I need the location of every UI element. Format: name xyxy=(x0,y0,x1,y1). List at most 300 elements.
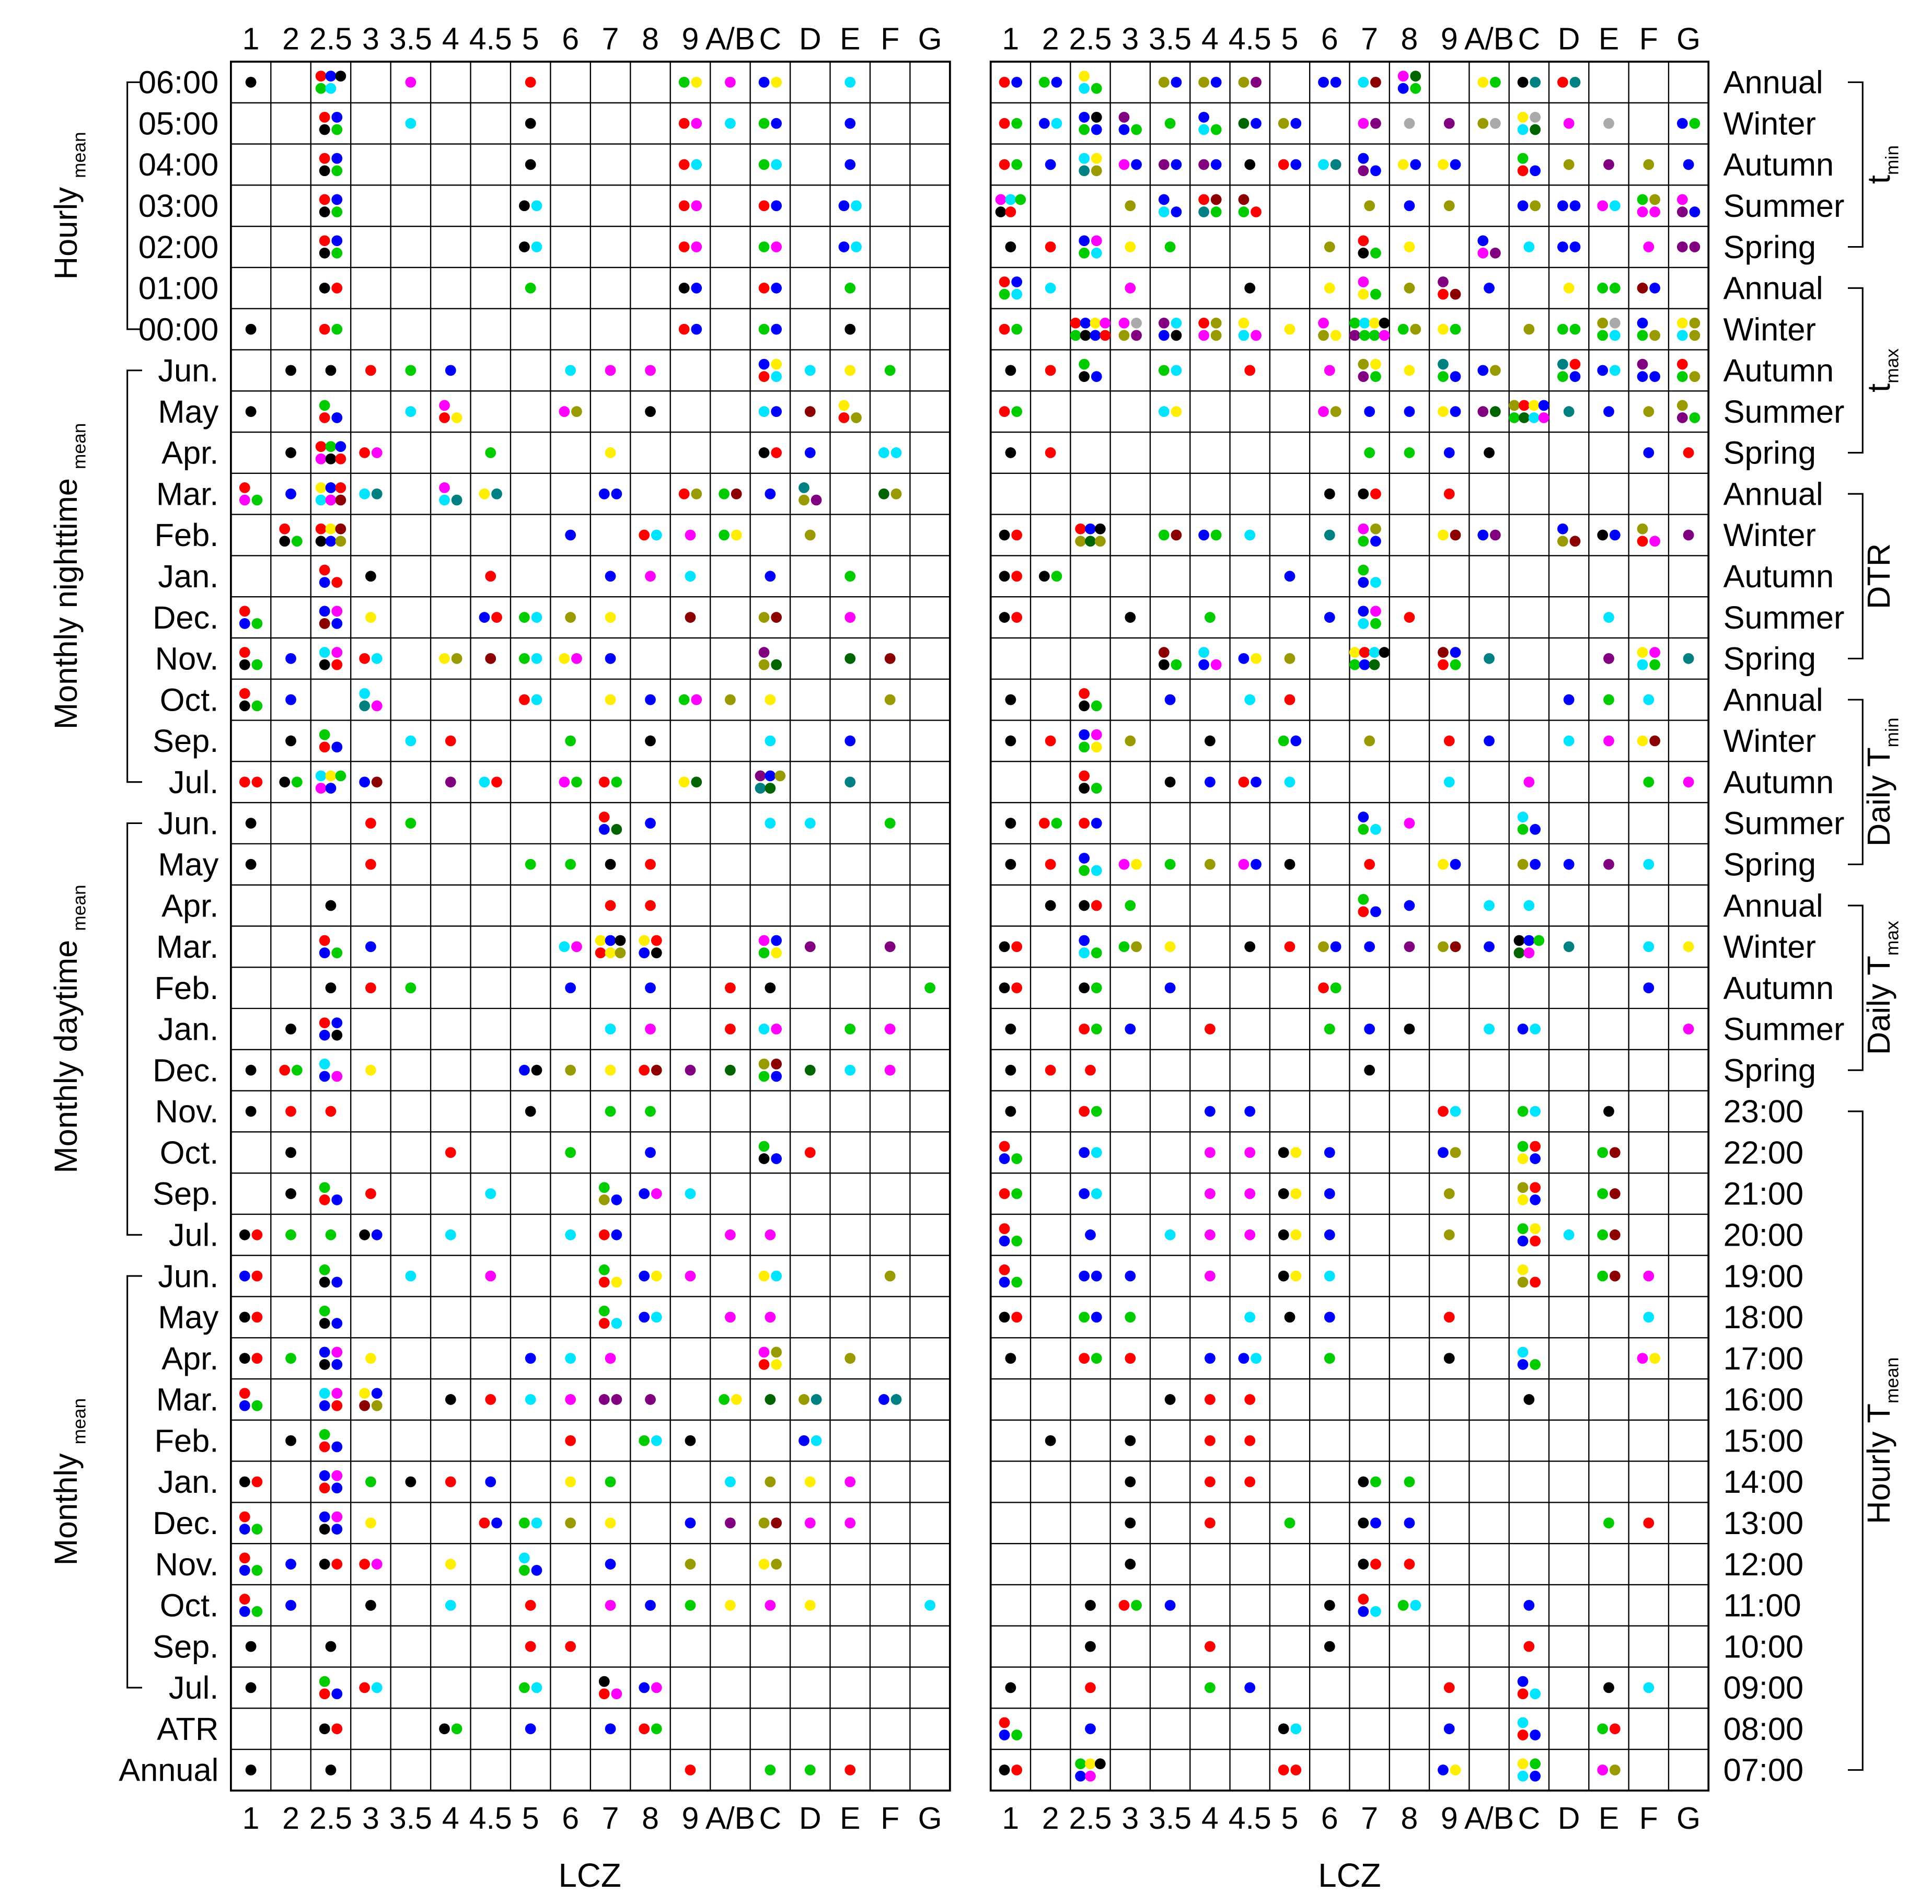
data-dot xyxy=(365,1065,376,1076)
data-dot xyxy=(651,1311,662,1322)
data-dot xyxy=(1530,77,1541,88)
data-dot xyxy=(645,571,656,582)
data-dot xyxy=(319,206,330,217)
data-dot xyxy=(239,1353,250,1364)
data-dot xyxy=(1404,1559,1415,1570)
data-dot xyxy=(1324,241,1335,252)
data-dot xyxy=(1079,124,1090,135)
data-dot xyxy=(1165,1394,1176,1405)
data-dot xyxy=(1404,941,1415,952)
data-dot xyxy=(1557,524,1568,535)
data-dot xyxy=(1131,330,1142,341)
data-dot xyxy=(765,1311,776,1322)
data-dot xyxy=(292,1065,303,1076)
data-dot xyxy=(1079,1106,1090,1117)
data-dot xyxy=(239,1229,250,1240)
row-label: Annual xyxy=(1723,270,1823,307)
row-label: Spring xyxy=(1723,1052,1816,1089)
row-label: Summer xyxy=(1723,188,1845,224)
data-dot xyxy=(319,1442,330,1453)
data-dot xyxy=(319,1676,330,1687)
data-dot xyxy=(279,776,290,787)
data-dot xyxy=(1370,118,1381,129)
data-dot xyxy=(1370,165,1381,176)
data-dot xyxy=(1683,159,1694,170)
data-dot xyxy=(1570,359,1581,370)
data-dot xyxy=(999,159,1010,170)
data-dot xyxy=(1091,1106,1102,1117)
data-dot xyxy=(1331,982,1341,993)
data-dot xyxy=(999,571,1010,582)
lcz-tick-label-top: 8 xyxy=(642,21,659,56)
data-dot xyxy=(691,241,702,252)
data-dot xyxy=(1198,159,1209,170)
row-label: 05:00 xyxy=(138,106,219,142)
data-dot xyxy=(691,324,702,335)
data-dot xyxy=(1597,530,1608,541)
data-dot xyxy=(1318,330,1329,341)
data-dot xyxy=(331,659,342,670)
data-dot xyxy=(316,771,327,782)
data-dot xyxy=(1518,1223,1529,1234)
data-dot xyxy=(239,1606,250,1617)
data-dot xyxy=(372,1388,383,1399)
data-dot xyxy=(1358,235,1369,246)
data-dot xyxy=(719,1394,730,1405)
data-dot xyxy=(1165,859,1176,870)
data-dot xyxy=(1324,1024,1335,1035)
data-dot xyxy=(1524,241,1535,252)
data-dot xyxy=(1398,324,1409,335)
data-dot xyxy=(1290,1764,1301,1775)
lcz-tick-label-top: 9 xyxy=(1440,21,1458,56)
data-dot xyxy=(1533,935,1544,946)
data-dot xyxy=(595,947,606,958)
data-dot xyxy=(1597,1764,1608,1775)
data-dot xyxy=(485,1394,496,1405)
row-label: Winter xyxy=(1723,517,1816,554)
data-dot xyxy=(1438,647,1449,658)
data-dot xyxy=(765,1477,776,1488)
data-dot xyxy=(1404,900,1415,911)
data-dot xyxy=(565,1641,576,1652)
data-dot xyxy=(559,776,570,787)
data-dot xyxy=(519,1552,530,1563)
row-label: Autumn xyxy=(1723,970,1834,1006)
data-dot xyxy=(285,736,296,747)
data-dot xyxy=(1198,659,1209,670)
data-dot xyxy=(246,1065,257,1076)
data-dot xyxy=(1358,618,1369,629)
data-dot xyxy=(239,1524,250,1535)
data-dot xyxy=(365,1517,376,1528)
data-dot xyxy=(1039,77,1050,88)
data-dot xyxy=(1643,241,1654,252)
data-dot xyxy=(1398,71,1409,82)
data-dot xyxy=(319,1559,330,1570)
data-dot xyxy=(1085,1723,1096,1734)
data-dot xyxy=(1091,1271,1102,1282)
data-dot xyxy=(1119,859,1130,870)
data-dot xyxy=(1370,577,1381,588)
data-dot xyxy=(645,694,656,705)
group-bracket xyxy=(1848,1111,1862,1770)
data-dot xyxy=(1524,1394,1535,1405)
data-dot xyxy=(1125,283,1136,294)
data-dot xyxy=(565,530,576,541)
data-dot xyxy=(725,1517,736,1528)
data-dot xyxy=(1358,371,1369,382)
data-dot xyxy=(1358,118,1369,129)
data-dot xyxy=(335,71,346,82)
data-dot xyxy=(1444,1723,1455,1734)
data-dot xyxy=(1005,694,1016,705)
data-dot xyxy=(999,1223,1010,1234)
data-dot xyxy=(679,159,690,170)
data-dot xyxy=(1450,647,1461,658)
data-dot xyxy=(1677,412,1688,423)
data-dot xyxy=(805,406,816,417)
data-dot xyxy=(326,1229,337,1240)
row-label: Jun. xyxy=(158,805,219,842)
data-dot xyxy=(1358,1606,1369,1617)
data-dot xyxy=(1358,153,1369,164)
data-dot xyxy=(252,495,263,506)
data-dot xyxy=(285,653,296,664)
data-dot xyxy=(759,359,770,370)
data-dot xyxy=(1285,324,1295,335)
data-dot xyxy=(1075,524,1086,535)
data-dot xyxy=(292,536,303,547)
data-dot xyxy=(1244,530,1255,541)
data-dot xyxy=(1649,330,1660,341)
data-dot xyxy=(771,1071,782,1082)
data-dot xyxy=(685,1188,696,1199)
data-dot xyxy=(1079,783,1090,794)
data-dot xyxy=(331,1482,342,1493)
row-label: 13:00 xyxy=(1723,1505,1804,1542)
data-dot xyxy=(405,118,416,129)
data-dot xyxy=(725,1065,736,1076)
data-dot xyxy=(1404,1517,1415,1528)
row-label: 11:00 xyxy=(1723,1587,1801,1624)
row-label: Autumn xyxy=(1723,353,1834,389)
data-dot xyxy=(1519,412,1530,423)
data-dot xyxy=(1045,900,1056,911)
data-dot xyxy=(1011,571,1022,582)
data-dot xyxy=(1570,77,1581,88)
data-dot xyxy=(1349,318,1360,329)
data-dot xyxy=(691,200,702,211)
data-dot xyxy=(1677,206,1688,217)
data-dot xyxy=(1490,77,1501,88)
data-dot xyxy=(359,489,370,500)
row-label: Annual xyxy=(1723,64,1823,101)
data-dot xyxy=(1239,1353,1250,1364)
lcz-tick-label-bottom: F xyxy=(881,1801,900,1836)
data-dot xyxy=(1369,318,1380,329)
data-dot xyxy=(239,618,250,629)
data-dot xyxy=(1095,1758,1106,1769)
lcz-tick-label-top: 2.5 xyxy=(309,21,352,56)
group-label-subscript: mean xyxy=(68,423,90,470)
data-dot xyxy=(615,935,626,946)
row-label: Nov. xyxy=(155,641,219,677)
data-dot xyxy=(331,1017,342,1028)
data-dot xyxy=(605,571,616,582)
data-dot xyxy=(1159,77,1170,88)
data-dot xyxy=(1278,1723,1289,1734)
data-dot xyxy=(1597,200,1608,211)
data-dot xyxy=(1091,1353,1102,1364)
data-dot xyxy=(1251,653,1262,664)
data-dot xyxy=(1603,694,1614,705)
data-dot xyxy=(759,77,770,88)
data-dot xyxy=(1079,1188,1090,1199)
data-dot xyxy=(1011,982,1022,993)
data-dot xyxy=(725,982,736,993)
data-dot xyxy=(924,982,935,993)
data-dot xyxy=(1370,289,1381,300)
data-dot xyxy=(1438,1106,1449,1117)
data-dot xyxy=(996,206,1007,217)
data-dot xyxy=(651,935,662,946)
data-dot xyxy=(1100,330,1110,341)
data-dot xyxy=(359,653,370,664)
data-dot xyxy=(1518,153,1529,164)
row-label: Summer xyxy=(1723,1011,1845,1048)
data-dot xyxy=(599,1229,610,1240)
data-dot xyxy=(1091,83,1102,94)
data-dot xyxy=(1530,1277,1541,1288)
row-label: 01:00 xyxy=(138,270,219,307)
lcz-tick-label-top: F xyxy=(1639,21,1658,56)
data-dot xyxy=(525,1723,536,1734)
data-dot xyxy=(1278,118,1289,129)
data-dot xyxy=(1079,1271,1090,1282)
data-dot xyxy=(1610,1229,1621,1240)
data-dot xyxy=(1438,941,1449,952)
data-dot xyxy=(319,606,330,617)
row-label: Winter xyxy=(1723,723,1816,760)
data-dot xyxy=(405,365,416,376)
data-dot xyxy=(1125,200,1136,211)
data-dot xyxy=(359,1229,370,1240)
data-dot xyxy=(844,1517,855,1528)
row-label: Sep. xyxy=(153,1176,219,1212)
row-label: Apr. xyxy=(161,1340,219,1377)
data-dot xyxy=(1444,1353,1455,1364)
data-dot xyxy=(885,1024,896,1035)
data-dot xyxy=(1125,1353,1136,1364)
data-dot xyxy=(1079,235,1090,246)
data-dot xyxy=(1100,318,1110,329)
data-dot xyxy=(1079,853,1090,864)
data-dot xyxy=(335,495,346,506)
data-dot xyxy=(1438,324,1449,335)
data-dot xyxy=(1205,1353,1216,1364)
data-dot xyxy=(679,489,690,500)
data-dot xyxy=(599,1318,610,1329)
data-dot xyxy=(439,412,450,423)
data-dot xyxy=(331,1388,342,1399)
data-dot xyxy=(999,1311,1010,1322)
data-dot xyxy=(1091,729,1102,740)
data-dot xyxy=(1011,118,1022,129)
data-dot xyxy=(1159,647,1170,658)
data-dot xyxy=(319,1359,330,1370)
data-dot xyxy=(1477,77,1488,88)
data-dot xyxy=(531,200,542,211)
data-dot xyxy=(1039,818,1050,829)
data-dot xyxy=(1251,77,1262,88)
data-dot xyxy=(1603,118,1614,129)
data-dot xyxy=(679,694,690,705)
data-dot xyxy=(1557,324,1568,335)
group-label-main: Hourly T xyxy=(1861,1403,1898,1524)
data-dot xyxy=(565,612,576,623)
data-dot xyxy=(999,324,1010,335)
data-dot xyxy=(1370,371,1381,382)
data-dot xyxy=(571,941,582,952)
data-dot xyxy=(1438,859,1449,870)
data-dot xyxy=(1518,1141,1529,1152)
data-dot xyxy=(805,1147,816,1158)
data-dot xyxy=(599,824,610,835)
data-dot xyxy=(1358,1517,1369,1528)
data-dot xyxy=(725,1600,736,1611)
data-dot xyxy=(765,783,776,794)
data-dot xyxy=(1404,1477,1415,1488)
row-label: 19:00 xyxy=(1723,1258,1804,1295)
data-dot xyxy=(1444,736,1455,747)
data-dot xyxy=(405,736,416,747)
data-dot xyxy=(1205,1188,1216,1199)
data-dot xyxy=(1080,318,1091,329)
row-label: 03:00 xyxy=(138,188,219,224)
data-dot xyxy=(252,1229,263,1240)
data-dot xyxy=(1690,241,1700,252)
data-dot xyxy=(725,1477,736,1488)
lcz-tick-label-bottom: 3 xyxy=(362,1801,379,1836)
data-dot xyxy=(771,1359,782,1370)
data-dot xyxy=(1005,206,1016,217)
data-dot xyxy=(1085,1065,1096,1076)
row-label: Spring xyxy=(1723,846,1816,883)
data-dot xyxy=(1477,248,1488,259)
data-dot xyxy=(691,489,702,500)
data-dot xyxy=(765,694,776,705)
data-dot xyxy=(1369,647,1380,658)
data-dot xyxy=(1570,324,1581,335)
data-dot xyxy=(326,783,337,794)
data-dot xyxy=(805,447,816,458)
data-dot xyxy=(445,736,456,747)
data-dot xyxy=(1278,1188,1289,1199)
data-dot xyxy=(1410,324,1421,335)
data-dot xyxy=(1637,206,1648,217)
data-dot xyxy=(1530,1182,1541,1193)
data-dot xyxy=(519,1517,530,1528)
data-dot xyxy=(999,276,1010,287)
data-dot xyxy=(1359,330,1370,341)
data-dot xyxy=(239,701,250,712)
data-dot xyxy=(1524,900,1535,911)
data-dot xyxy=(1011,941,1022,952)
data-dot xyxy=(1251,776,1262,787)
row-label: 17:00 xyxy=(1723,1340,1804,1377)
data-dot xyxy=(759,612,770,623)
data-dot xyxy=(1051,77,1062,88)
lcz-tick-label-top: 7 xyxy=(601,21,619,56)
data-dot xyxy=(279,1065,290,1076)
data-dot xyxy=(452,1723,462,1734)
data-dot xyxy=(1285,694,1295,705)
data-dot xyxy=(365,365,376,376)
data-dot xyxy=(1370,1606,1381,1617)
lcz-tick-label-top: G xyxy=(918,21,942,56)
data-dot xyxy=(1205,736,1216,747)
data-dot xyxy=(1131,159,1142,170)
data-dot xyxy=(999,1717,1010,1728)
data-dot xyxy=(765,982,776,993)
data-dot xyxy=(365,818,376,829)
data-dot xyxy=(759,447,770,458)
data-dot xyxy=(1358,1594,1369,1605)
data-dot xyxy=(605,1723,616,1734)
data-dot xyxy=(1211,530,1222,541)
data-dot xyxy=(479,489,490,500)
data-dot xyxy=(1649,206,1660,217)
data-dot xyxy=(405,1477,416,1488)
data-dot xyxy=(1091,982,1102,993)
data-dot xyxy=(1649,736,1660,747)
data-dot xyxy=(485,653,496,664)
row-label: 07:00 xyxy=(1723,1752,1804,1789)
data-dot xyxy=(999,1236,1010,1247)
data-dot xyxy=(1530,112,1541,123)
data-dot xyxy=(1450,371,1461,382)
data-dot xyxy=(639,1435,650,1446)
data-dot xyxy=(1159,365,1170,376)
data-dot xyxy=(1079,900,1090,911)
data-dot xyxy=(319,1264,330,1275)
data-dot xyxy=(765,1394,776,1405)
data-dot xyxy=(331,412,342,423)
data-dot xyxy=(759,406,770,417)
data-dot xyxy=(326,71,337,82)
data-dot xyxy=(319,1318,330,1329)
data-dot xyxy=(1349,647,1360,658)
lcz-tick-label-top: F xyxy=(881,21,900,56)
data-dot xyxy=(246,1682,257,1693)
row-label: 12:00 xyxy=(1723,1546,1804,1583)
data-dot xyxy=(771,324,782,335)
data-dot xyxy=(839,400,850,411)
data-dot xyxy=(525,1394,536,1405)
data-dot xyxy=(1410,71,1421,82)
data-dot xyxy=(844,283,855,294)
data-dot xyxy=(1285,653,1295,664)
data-dot xyxy=(326,536,337,547)
lcz-tick-label-bottom: D xyxy=(799,1801,822,1836)
data-dot xyxy=(599,776,610,787)
data-dot xyxy=(639,1065,650,1076)
data-dot xyxy=(1370,1559,1381,1570)
data-dot xyxy=(1514,935,1525,946)
data-dot xyxy=(679,77,690,88)
data-dot xyxy=(1244,283,1255,294)
